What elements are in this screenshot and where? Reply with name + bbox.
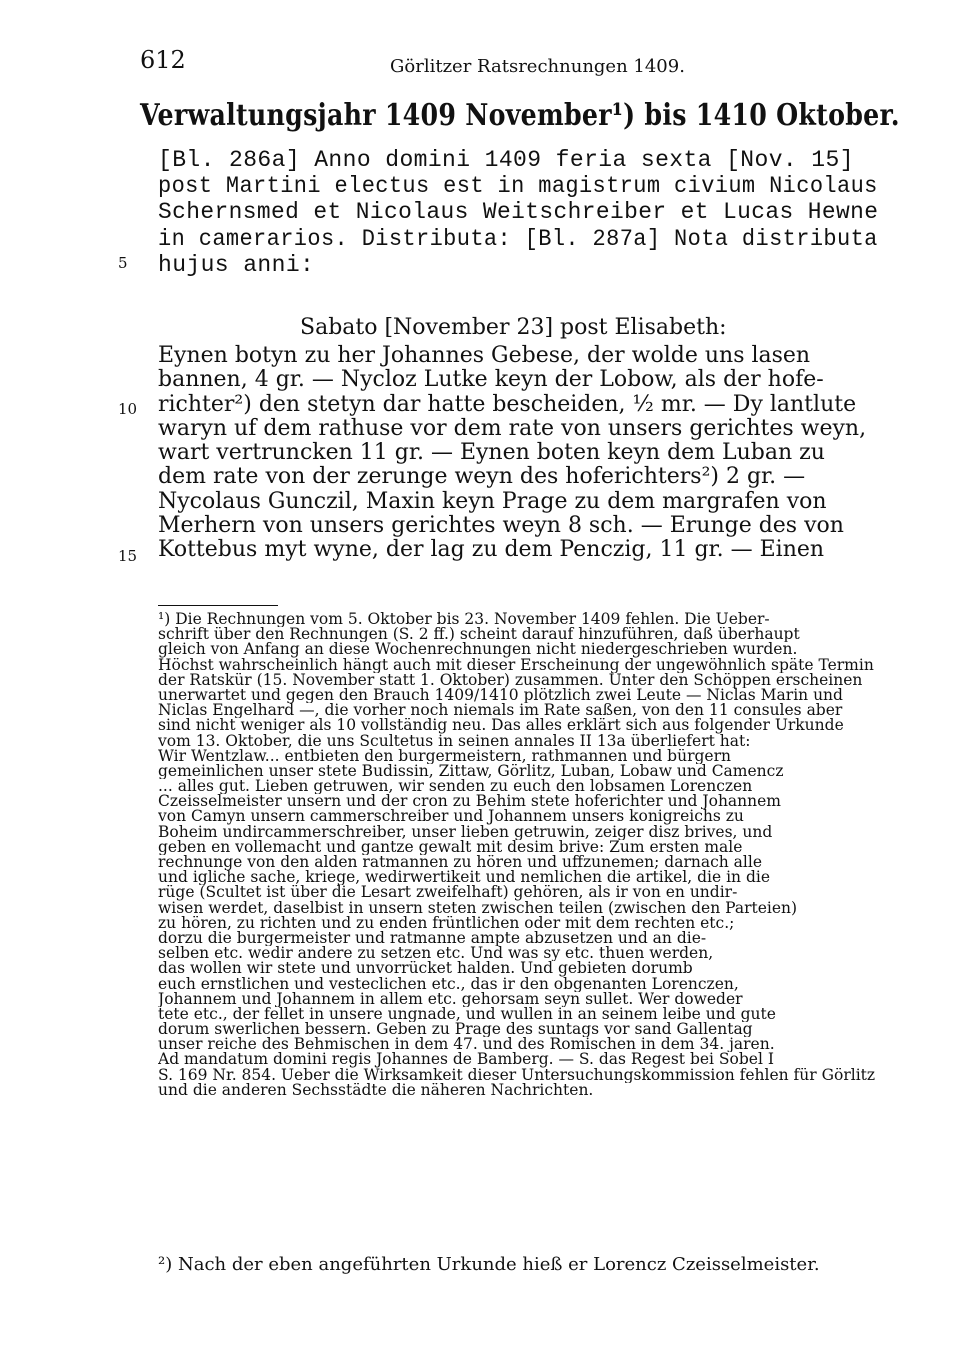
intro-paragraph: [158, 147, 878, 278]
text-line: hujus anni:: [158, 251, 315, 278]
text-line: Schernsmed et Nicolaus Weitschreiber et Lucas Hewne: [158, 199, 879, 226]
footnote-line: unerwartet und gegen den Brauch 1409/1410 plötzlich zwei Leute — Niclas Marin und: [158, 687, 843, 704]
footnote-line: der Ratskür (15. November statt 1. Oktober) zusammen. Unter den Schöppen erscheinen: [158, 672, 863, 688]
footnote-rule: [158, 605, 278, 606]
footnote-line: Höchst wahrscheinlich hängt auch mit dieser Erscheinung der ungewöhnlich späte Termin: [158, 657, 874, 673]
page-number: 612: [140, 46, 186, 74]
footnote-line: euch ernstlichen und vesteclichen etc., das ir den obgenanten Lorenczen,: [158, 976, 739, 992]
footnote-line: gleich von Anfang an diese Wochenrechnungen nicht niedergeschrieben wurden.: [158, 642, 798, 658]
running-title: Görlitzer Ratsrechnungen 1409.: [390, 56, 685, 77]
footnote-line: gemeinlichen unser stete Budissin, Zittaw, Görlitz, Luban, Lobaw und Camencz: [158, 763, 784, 780]
footnote-line: Johannem und Johannem in allem etc. gehorsam seyn sullet. Wer doweder: [158, 991, 743, 1007]
footnote-line: sind nicht weniger als 10 vollständig neu. Das alles erklärt sich aus folgender Urkunde: [158, 718, 844, 734]
text-line: Eynen botyn zu her Johannes Gebese, der wolde uns lasen: [158, 344, 811, 368]
text-line: waryn uf dem rathuse vor dem rate von unsers gerichtes weyn,: [158, 416, 867, 441]
footnote-line: das wollen wir stete und unvorrücket halden. Und gebieten dorumb: [158, 961, 693, 977]
text-line: in camerarios. Distributa: [Bl. 287a] Nota distributa: [158, 225, 878, 252]
footnote-2: [158, 1256, 878, 1274]
footnote-1: [158, 612, 878, 1113]
footnote-line: vom 13. Oktober, die uns Scultetus in seinen annales II 13a überliefert hat:: [158, 733, 751, 749]
footnote-line: zu hören, zu richten und zu enden früntlichen oder mit dem rechten etc.;: [158, 915, 735, 931]
footnote-line: ... alles gut. Lieben getruwen, wir senden zu euch den lobsamen Lorenczen: [158, 779, 753, 795]
footnote-line: rüge (Scultet ist über die Lesart zweifelhaft) gehören, als ir von en undir-: [158, 885, 738, 901]
footnote-line: Wir Wentzlaw... entbieten den burgermeistern, rathmannen und bürgern: [158, 748, 731, 764]
text-line: richter²) den stetyn dar hatte bescheiden, ½ mr. — Dy lantlute: [158, 392, 857, 417]
footnote-line: ²) Nach der eben angeführten Urkunde hieß er Lorencz Czeisselmeister.: [158, 1256, 820, 1274]
footnote-line: tete etc., der fellet in unsere ungnade, und wullen in an seinem leibe und gute: [158, 1006, 776, 1023]
footnote-line: S. 169 Nr. 854. Ueber die Wirksamkeit dieser Untersuchungskommission fehlen für Görlitz: [158, 1067, 876, 1083]
footnote-line: dorzu die burgermeister und ratmanne ampte abzusetzen und an die-: [158, 930, 707, 947]
footnote-line: ¹) Die Rechnungen vom 5. Oktober bis 23. November 1409 fehlen. Die Ueber-: [158, 612, 770, 628]
footnote-line: Niclas Engelhard —, die vorher noch niemals im Rate saßen, von den 11 consules aber: [158, 703, 843, 719]
text-line: wart vertruncken 11 gr. — Eynen boten keyn dem Luban zu: [158, 441, 825, 466]
footnote-line: von Camyn unsern cammerschreiber und Johannem unsers konigreichs zu: [158, 809, 744, 825]
text-line: dem rate von der zerunge weyn des hoferichters²) 2 gr. —: [158, 465, 806, 490]
footnote-line: und die anderen Sechsstädte die näheren Nachrichten.: [158, 1082, 594, 1098]
page-header: [140, 38, 860, 78]
footnote-line: geben en vollemacht und gantze gewalt mit desim brive: Zum ersten male: [158, 839, 743, 855]
footnote-line: Czeisselmeister unsern und der cron zu Behim stete hoferichter und Johannem: [158, 794, 782, 810]
section-title: Verwaltungsjahr 1409 November¹) bis 1410 Oktober.: [140, 98, 900, 133]
text-line: Merhern von unsers gerichtes weyn 8 sch. — Erunge des von: [158, 514, 844, 539]
footnote-line: schrift über den Rechnungen (S. 2 ff.) scheint darauf hinzuführen, daß überhaupt: [158, 627, 800, 643]
footnote-line: unser reiche des Behmischen in dem 47. und des Romischen in dem 34. jaren.: [158, 1037, 775, 1053]
footnote-line: [158, 1098, 878, 1113]
text-line: Kottebus myt wyne, der lag zu dem Penczig, 11 gr. — Einen: [158, 538, 825, 563]
entry-heading: Sabato [November 23] post Elisabeth:: [300, 315, 727, 340]
text-line: post Martini electus est in magistrum civium Nicolaus: [158, 173, 878, 200]
line-number: 15: [118, 547, 138, 565]
text-line: Nycolaus Gunczil, Maxin keyn Prage zu dem margrafen von: [158, 489, 827, 514]
line-number: 5: [118, 254, 128, 272]
footnote-line: rechnunge von den alden ratmannen zu hören und uffzunemen; darnach alle: [158, 855, 763, 871]
entries-paragraph: [158, 344, 878, 563]
footnote-line: selben etc. wedir andere zu setzen etc. Und was sy etc. thuen werden,: [158, 946, 714, 962]
footnote-line: wisen werdet, daselbist in unsern steten zwischen teilen (zwischen den Parteien): [158, 900, 798, 916]
footnote-line: Boheim undircammerschreiber, unser lieben getruwin, zeiger disz brives, und: [158, 824, 773, 840]
footnote-line: dorum swerlichen bessern. Geben zu Prage des suntags vor sand Gallentag: [158, 1022, 753, 1038]
footnote-line: Ad mandatum domini regis Johannes de Bamberg. — S. das Regest bei Sobel I: [158, 1052, 774, 1068]
line-number: 10: [118, 400, 138, 418]
text-line: [Bl. 286a] Anno domini 1409 feria sexta [Nov. 15]: [158, 147, 854, 173]
footnote-line: und igliche sache, kriege, wedirwertikeit und nemlichen die artikel, die in die: [158, 870, 771, 886]
text-line: bannen, 4 gr. — Nycloz Lutke keyn der Lobow, als der hofe-: [158, 368, 824, 393]
